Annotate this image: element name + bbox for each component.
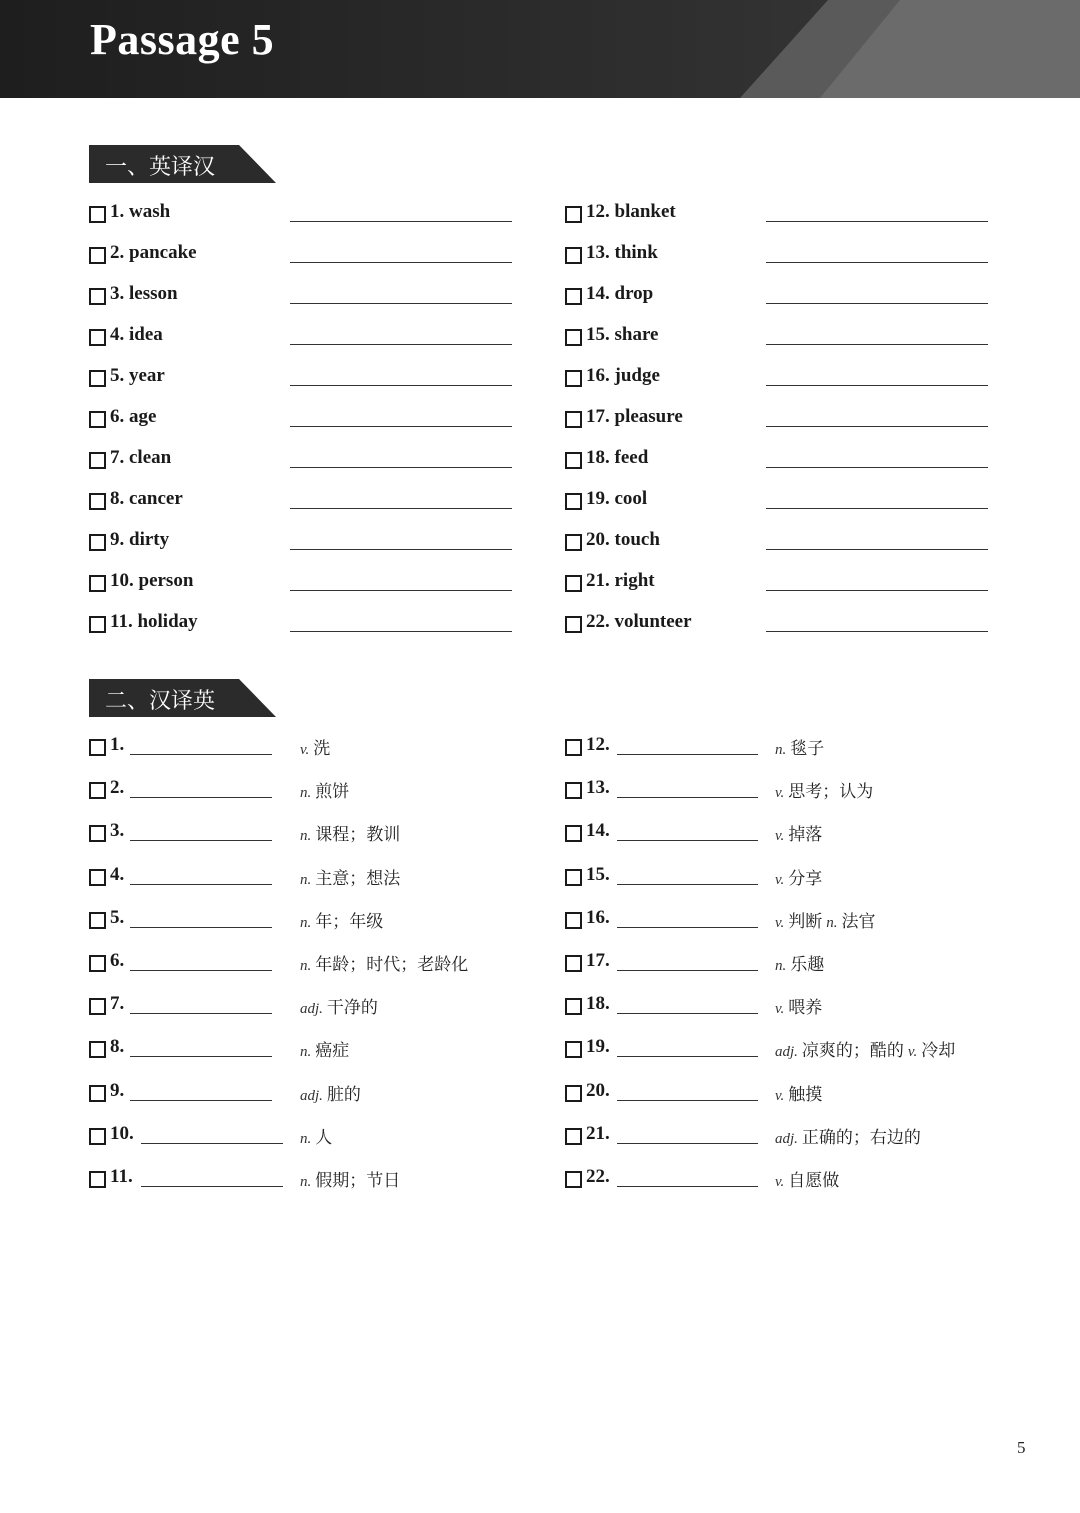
item-number: 13.: [586, 777, 610, 799]
meaning: [300, 734, 330, 759]
item-number: 17.: [586, 950, 610, 971]
vocab-word: 7. clean: [110, 447, 172, 468]
vocab-row: [89, 734, 509, 764]
meaning: [300, 777, 349, 802]
checkbox[interactable]: [89, 534, 106, 551]
vocab-row: [565, 406, 995, 436]
vocab-row: [89, 324, 519, 354]
meaning: [775, 734, 824, 759]
item-number: 6.: [110, 950, 125, 971]
chinese-meaning: 掉落: [788, 825, 823, 846]
vocab-row: [565, 324, 995, 354]
meaning: [775, 950, 824, 975]
vocab-row: [565, 993, 985, 1023]
vocab-row: [565, 365, 995, 395]
vocab-row: [89, 993, 509, 1023]
section-2-title: 二、汉译英: [105, 689, 216, 714]
chinese-meaning: 干净的: [326, 998, 378, 1019]
meaning: [775, 993, 822, 1018]
answer-blank[interactable]: [130, 1056, 272, 1057]
part-of-speech: v.: [300, 742, 310, 758]
item-number: 22.: [586, 1166, 610, 1187]
chinese-meaning: 洗: [313, 739, 331, 759]
part-of-speech: n.: [300, 958, 312, 974]
checkbox[interactable]: [565, 288, 582, 305]
checkbox[interactable]: [89, 1085, 106, 1102]
answer-blank[interactable]: [766, 344, 988, 345]
page-title: Passage 5: [90, 15, 275, 64]
part-of-speech: n.: [300, 785, 312, 802]
chinese-meaning: 冷却: [921, 1041, 956, 1062]
checkbox[interactable]: [89, 493, 106, 510]
part-of-speech: adj.: [300, 1001, 323, 1018]
part-of-speech: n.: [300, 1044, 312, 1061]
vocab-row: [565, 283, 995, 313]
item-number: 10.: [110, 1122, 134, 1144]
chinese-meaning: 脏的: [326, 1084, 361, 1105]
part-of-speech: n.: [300, 871, 312, 888]
vocab-row: [565, 864, 985, 894]
chinese-meaning: 触摸: [788, 1084, 823, 1105]
meaning: [775, 907, 876, 932]
item-number: 18.: [586, 993, 610, 1015]
answer-blank[interactable]: [766, 303, 988, 304]
meaning: [300, 864, 400, 889]
checkbox[interactable]: [89, 206, 106, 223]
section-1-tab: [89, 145, 276, 183]
answer-blank[interactable]: [617, 840, 758, 841]
part-of-speech: n.: [826, 914, 838, 931]
answer-blank[interactable]: [766, 631, 988, 632]
chinese-meaning: 正确的；右边的: [801, 1127, 921, 1148]
chinese-meaning: 课程；教训: [315, 825, 401, 846]
checkbox[interactable]: [565, 411, 582, 428]
checkbox[interactable]: [89, 329, 106, 346]
vocab-word: 6. age: [110, 406, 157, 427]
checkbox[interactable]: [565, 782, 582, 799]
item-number: 14.: [586, 820, 610, 842]
meaning: [300, 1080, 361, 1105]
answer-blank[interactable]: [290, 467, 512, 468]
answer-blank[interactable]: [617, 1056, 758, 1057]
checkbox[interactable]: [565, 206, 582, 223]
vocab-word: 2. pancake: [110, 242, 197, 263]
meaning: [775, 1080, 822, 1105]
vocab-word: 3. lesson: [110, 283, 178, 304]
section-2-tab: [89, 679, 276, 717]
checkbox[interactable]: [565, 247, 582, 264]
part-of-speech: v.: [775, 1001, 785, 1018]
part-of-speech: n.: [775, 958, 787, 974]
vocab-row: [89, 406, 519, 436]
vocab-word: 12. blanket: [586, 201, 676, 222]
item-number: 19.: [586, 1036, 610, 1058]
part-of-speech: v.: [775, 1174, 785, 1190]
meaning: [775, 864, 822, 889]
vocab-row: [89, 283, 519, 313]
vocab-row: [565, 820, 985, 850]
checkbox[interactable]: [565, 998, 582, 1015]
vocab-word: 4. idea: [110, 324, 163, 345]
vocab-row: [565, 1166, 985, 1196]
checkbox[interactable]: [565, 825, 582, 842]
answer-blank[interactable]: [617, 1186, 758, 1187]
meaning: [300, 820, 400, 845]
vocab-row: [89, 611, 519, 641]
answer-blank[interactable]: [290, 590, 512, 591]
vocab-row: [89, 1036, 509, 1066]
vocab-row: [89, 488, 519, 518]
chinese-meaning: 分享: [788, 868, 823, 889]
chinese-meaning: 人: [315, 1127, 333, 1148]
vocab-word: 19. cool: [586, 488, 648, 509]
meaning: [775, 777, 873, 802]
answer-blank[interactable]: [130, 884, 272, 885]
answer-blank[interactable]: [290, 385, 512, 386]
answer-blank[interactable]: [130, 840, 272, 841]
vocab-row: [89, 820, 509, 850]
vocab-row: [565, 570, 995, 600]
answer-blank[interactable]: [766, 262, 988, 263]
chinese-meaning: 年；年级: [315, 911, 384, 932]
answer-blank[interactable]: [290, 631, 512, 632]
chinese-meaning: 判断: [788, 911, 823, 932]
checkbox[interactable]: [89, 782, 106, 799]
chinese-meaning: 乐趣: [790, 955, 825, 975]
vocab-row: [89, 1166, 509, 1196]
chinese-meaning: 凉爽的；酷的: [801, 1041, 904, 1062]
part-of-speech: n.: [300, 828, 312, 845]
answer-blank[interactable]: [290, 549, 512, 550]
meaning: [775, 1166, 839, 1191]
checkbox[interactable]: [89, 912, 106, 929]
vocab-row: [89, 242, 519, 272]
part-of-speech: adj.: [300, 1087, 323, 1104]
vocab-row: [89, 864, 509, 894]
checkbox[interactable]: [89, 825, 106, 842]
checkbox[interactable]: [565, 616, 582, 633]
item-number: 8.: [110, 1036, 125, 1058]
checkbox[interactable]: [89, 869, 106, 886]
checkbox[interactable]: [89, 1171, 106, 1188]
checkbox[interactable]: [565, 493, 582, 510]
meaning: [300, 1123, 332, 1148]
chinese-meaning: 主意；想法: [315, 868, 401, 889]
checkbox[interactable]: [565, 912, 582, 929]
vocab-row: [89, 1123, 509, 1153]
answer-blank[interactable]: [141, 1186, 283, 1187]
answer-blank[interactable]: [766, 467, 988, 468]
checkbox[interactable]: [89, 1128, 106, 1145]
answer-blank[interactable]: [290, 508, 512, 509]
vocab-row: [89, 777, 509, 807]
item-number: 9.: [110, 1079, 125, 1101]
answer-blank[interactable]: [617, 797, 758, 798]
vocab-word: 11. holiday: [110, 611, 198, 632]
meaning: [300, 1166, 400, 1191]
vocab-row: [565, 907, 985, 937]
answer-blank[interactable]: [766, 508, 988, 509]
meaning: [775, 1036, 955, 1061]
checkbox[interactable]: [89, 288, 106, 305]
item-number: 4.: [110, 863, 125, 885]
checkbox[interactable]: [565, 329, 582, 346]
checkbox[interactable]: [565, 955, 582, 972]
part-of-speech: v.: [775, 1087, 785, 1104]
answer-blank[interactable]: [130, 970, 272, 971]
chinese-meaning: 癌症: [315, 1041, 350, 1062]
vocab-row: [565, 1123, 985, 1153]
answer-blank[interactable]: [766, 426, 988, 427]
checkbox[interactable]: [89, 739, 106, 756]
vocab-row: [89, 907, 509, 937]
chinese-meaning: 法官: [841, 911, 876, 932]
part-of-speech: adj.: [775, 1130, 798, 1147]
chinese-meaning: 喂养: [788, 998, 823, 1019]
answer-blank[interactable]: [130, 1013, 272, 1014]
part-of-speech: n.: [300, 1174, 312, 1190]
item-number: 3.: [110, 820, 125, 842]
answer-blank[interactable]: [766, 549, 988, 550]
vocab-word: 21. right: [586, 570, 655, 591]
page-header: [0, 0, 1080, 98]
chinese-meaning: 年龄；时代；老龄化: [315, 955, 469, 975]
item-number: 15.: [586, 863, 610, 885]
vocab-row: [565, 529, 995, 559]
part-of-speech: v.: [907, 1044, 918, 1061]
vocab-row: [89, 201, 519, 231]
item-number: 16.: [586, 906, 610, 928]
meaning: [775, 1123, 921, 1148]
vocab-row: [89, 570, 519, 600]
answer-blank[interactable]: [766, 221, 988, 222]
vocab-row: [565, 1036, 985, 1066]
vocab-row: [565, 950, 985, 980]
vocab-row: [565, 242, 995, 272]
meaning: [300, 993, 378, 1018]
answer-blank[interactable]: [130, 754, 272, 755]
answer-blank[interactable]: [130, 797, 272, 798]
vocab-row: [565, 447, 995, 477]
answer-blank[interactable]: [617, 884, 758, 885]
chinese-meaning: 煎饼: [315, 782, 350, 803]
part-of-speech: v.: [775, 828, 785, 845]
answer-blank[interactable]: [617, 927, 758, 928]
vocab-word: 17. pleasure: [586, 406, 683, 427]
vocab-word: 1. wash: [110, 201, 171, 222]
vocab-word: 9. dirty: [110, 529, 170, 550]
item-number: 21.: [586, 1122, 610, 1144]
answer-blank[interactable]: [290, 221, 512, 222]
vocab-row: [89, 950, 509, 980]
checkbox[interactable]: [565, 739, 582, 756]
section-1-title: 一、英译汉: [105, 155, 216, 180]
checkbox[interactable]: [565, 534, 582, 551]
chinese-meaning: 毯子: [790, 739, 825, 759]
checkbox[interactable]: [89, 247, 106, 264]
checkbox[interactable]: [89, 452, 106, 469]
vocab-word: 15. share: [586, 324, 659, 345]
vocab-row: [89, 1080, 509, 1110]
item-number: 12.: [586, 734, 610, 755]
answer-blank[interactable]: [617, 1013, 758, 1014]
item-number: 5.: [110, 906, 125, 928]
answer-blank[interactable]: [130, 1100, 272, 1101]
vocab-word: 5. year: [110, 365, 165, 386]
checkbox[interactable]: [565, 1041, 582, 1058]
vocab-row: [89, 365, 519, 395]
answer-blank[interactable]: [290, 262, 512, 263]
meaning: [300, 907, 383, 932]
checkbox[interactable]: [89, 1041, 106, 1058]
vocab-word: 20. touch: [586, 529, 660, 550]
answer-blank[interactable]: [617, 754, 758, 755]
checkbox[interactable]: [565, 869, 582, 886]
answer-blank[interactable]: [290, 303, 512, 304]
vocab-word: 18. feed: [586, 447, 649, 468]
checkbox[interactable]: [565, 452, 582, 469]
item-number: 20.: [586, 1079, 610, 1101]
meaning: [300, 950, 468, 975]
vocab-row: [565, 777, 985, 807]
vocab-word: 10. person: [110, 570, 194, 591]
meaning: [300, 1036, 349, 1061]
vocab-row: [565, 611, 995, 641]
part-of-speech: v.: [775, 914, 785, 931]
checkbox[interactable]: [565, 1085, 582, 1102]
meaning: [775, 820, 822, 845]
answer-blank[interactable]: [617, 1143, 758, 1144]
part-of-speech: n.: [300, 1130, 312, 1147]
vocab-word: 14. drop: [586, 283, 654, 304]
chinese-meaning: 假期；节日: [315, 1171, 401, 1191]
vocab-row: [565, 734, 985, 764]
chinese-meaning: 自愿做: [788, 1171, 840, 1191]
vocab-word: 13. think: [586, 242, 658, 263]
answer-blank[interactable]: [290, 426, 512, 427]
vocab-word: 16. judge: [586, 365, 660, 386]
part-of-speech: v.: [775, 785, 785, 802]
answer-blank[interactable]: [766, 385, 988, 386]
answer-blank[interactable]: [141, 1143, 283, 1144]
checkbox[interactable]: [565, 1128, 582, 1145]
checkbox[interactable]: [89, 998, 106, 1015]
part-of-speech: n.: [775, 742, 787, 758]
checkbox[interactable]: [89, 616, 106, 633]
answer-blank[interactable]: [290, 344, 512, 345]
checkbox[interactable]: [565, 370, 582, 387]
checkbox[interactable]: [89, 370, 106, 387]
vocab-word: 22. volunteer: [586, 611, 692, 632]
part-of-speech: v.: [775, 871, 785, 888]
vocab-row: [565, 1080, 985, 1110]
page-number: 5: [1017, 1438, 1026, 1457]
answer-blank[interactable]: [766, 590, 988, 591]
checkbox[interactable]: [89, 411, 106, 428]
item-number: 1.: [110, 734, 125, 755]
vocab-row: [89, 447, 519, 477]
item-number: 2.: [110, 777, 125, 799]
item-number: 7.: [110, 993, 125, 1015]
answer-blank[interactable]: [617, 970, 758, 971]
answer-blank[interactable]: [130, 927, 272, 928]
checkbox[interactable]: [89, 955, 106, 972]
vocab-word: 8. cancer: [110, 488, 183, 509]
checkbox[interactable]: [565, 1171, 582, 1188]
vocab-row: [565, 201, 995, 231]
vocab-row: [565, 488, 995, 518]
chinese-meaning: 思考；认为: [788, 782, 874, 803]
item-number: 11.: [110, 1166, 133, 1187]
vocab-row: [89, 529, 519, 559]
answer-blank[interactable]: [617, 1100, 758, 1101]
checkbox[interactable]: [89, 575, 106, 592]
part-of-speech: n.: [300, 914, 312, 931]
checkbox[interactable]: [565, 575, 582, 592]
part-of-speech: adj.: [775, 1044, 798, 1061]
